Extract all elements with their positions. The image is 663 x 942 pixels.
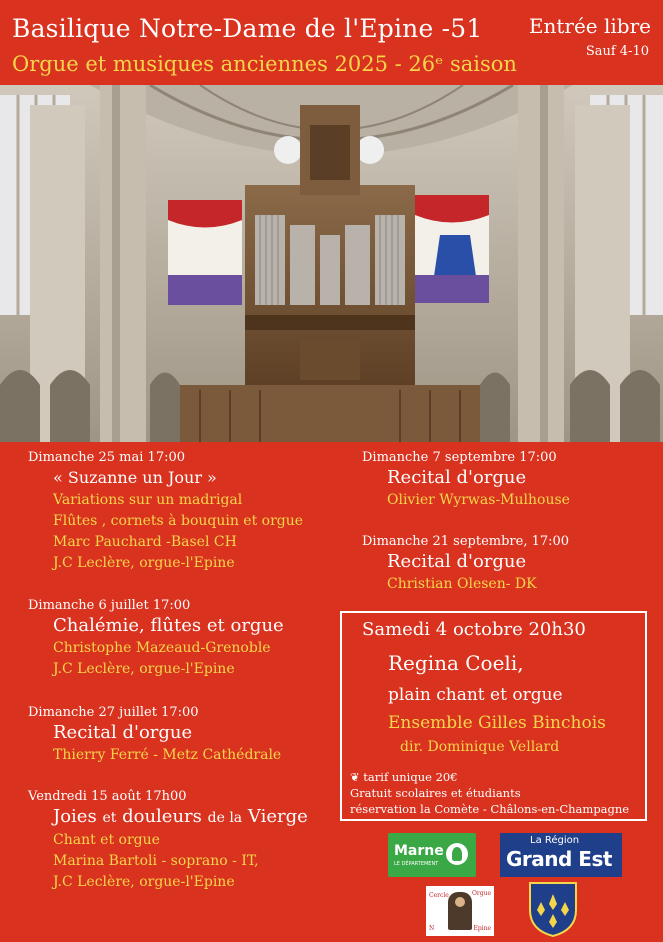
exception-label: Sauf 4-10 <box>585 44 649 59</box>
event-recital-21-sept <box>362 533 569 595</box>
marne-emblem-icon <box>446 843 468 865</box>
booking-line: réservation la Comète - Châlons-en-Champagne <box>350 802 630 816</box>
event-line: J.C Leclère, orgue-l'Epine <box>53 661 235 677</box>
region-logo-top: La Région <box>530 835 580 846</box>
event-line: Marc Pauchard -Basel CH <box>53 534 237 550</box>
event-line: Chant et orgue <box>53 832 160 848</box>
coat-of-arms-icon <box>527 880 579 938</box>
marne-logo-subtext: LE DÉPARTEMENT <box>394 861 439 867</box>
assoc-text-bottom-right: Epine <box>473 925 491 932</box>
figure-icon <box>448 892 472 930</box>
event-recital-juillet <box>28 704 281 766</box>
free-line: Gratuit scolaires et étudiants <box>350 786 521 800</box>
region-logo-main: Grand Est <box>506 847 612 871</box>
event-title: Chalémie, flûtes et orgue <box>53 615 284 636</box>
event-date: Dimanche 27 juillet 17:00 <box>28 705 199 720</box>
assoc-text-right: Orgue <box>471 890 491 897</box>
event-title: Recital d'orgue <box>53 722 193 743</box>
event-line: Variations sur un madrigal <box>53 492 243 508</box>
event-date: Dimanche 6 juillet 17:00 <box>28 598 191 613</box>
event-line: J.C Leclère, orgue-l'Epine <box>53 555 235 571</box>
featured-title: Regina Coeli, <box>388 651 524 675</box>
event-title: Recital d'orgue <box>387 467 527 488</box>
event-chalemie <box>28 597 284 680</box>
event-line: Thierry Ferré - Metz Cathédrale <box>53 747 282 763</box>
assoc-text-bottom-left: N <box>429 925 435 932</box>
organ-association-logo <box>426 886 494 936</box>
assoc-text-left: Cercle <box>429 892 449 899</box>
event-line: J.C Leclère, orgue-l'Epine <box>53 874 235 890</box>
featured-concert-box <box>340 611 647 821</box>
title-word: et <box>102 810 117 826</box>
event-line: Flûtes , cornets à bouquin et orgue <box>53 513 304 529</box>
event-date: Dimanche 21 septembre, 17:00 <box>362 534 570 549</box>
event-date: Dimanche 7 septembre 17:00 <box>362 450 557 465</box>
free-entry-label: Entrée libre <box>528 14 651 38</box>
poster-title: Basilique Notre-Dame de l'Epine -51 <box>12 14 483 43</box>
event-line: Christian Olesen- DK <box>387 576 537 592</box>
featured-ensemble: Ensemble Gilles Binchois <box>388 713 606 733</box>
event-date: Vendredi 15 août 17h00 <box>28 789 187 804</box>
event-suzanne <box>28 449 303 574</box>
featured-director: dir. Dominique Vellard <box>400 739 560 755</box>
title-word: de la <box>207 810 243 826</box>
event-line: Olivier Wyrwas-Mulhouse <box>387 492 570 508</box>
title-word: douleurs <box>122 806 202 827</box>
event-recital-7-sept <box>362 449 570 511</box>
organ-photo <box>0 85 663 442</box>
event-line: Marina Bartoli - soprano - IT, <box>53 853 259 869</box>
event-title <box>53 805 308 830</box>
title-word: Joies <box>53 806 97 827</box>
featured-pricing <box>350 769 629 817</box>
event-date: Dimanche 25 mai 17:00 <box>28 450 186 465</box>
event-line: Christophe Mazeaud-Grenoble <box>53 640 271 656</box>
season-subtitle: Orgue et musiques anciennes 2025 - 26ᵉ saison <box>12 52 517 76</box>
tarif-line: ❦ tarif unique 20€ <box>350 770 458 784</box>
event-title: Recital d'orgue <box>387 551 527 572</box>
marne-logo-text: Marne <box>394 843 444 859</box>
event-title: « Suzanne un Jour » <box>53 468 217 487</box>
title-word: Vierge <box>247 806 308 827</box>
region-grand-est-logo <box>500 833 622 877</box>
event-joies-douleurs <box>28 788 308 893</box>
featured-subtitle: plain chant et orgue <box>388 685 563 705</box>
marne-logo <box>388 833 476 877</box>
featured-date: Samedi 4 octobre 20h30 <box>362 619 586 640</box>
